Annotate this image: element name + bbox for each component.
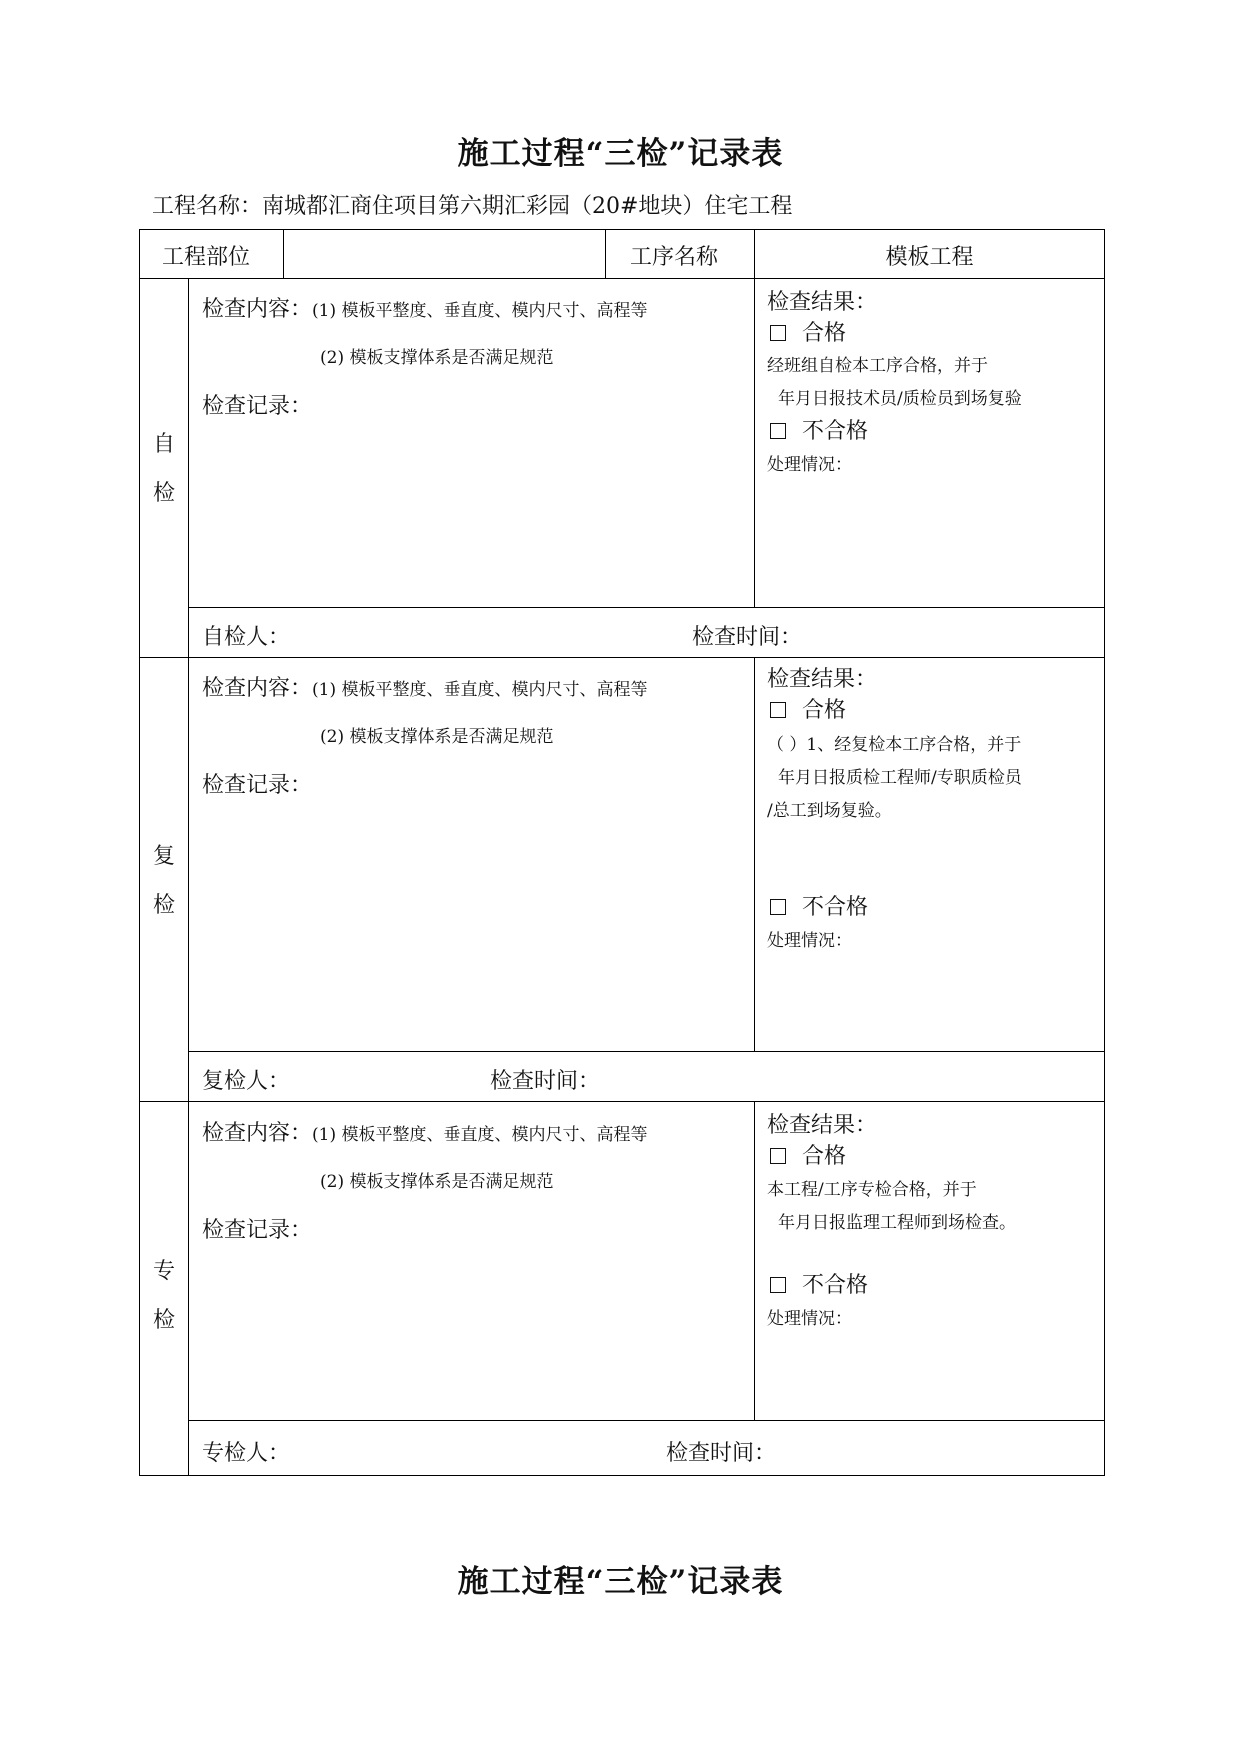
content-item-2: (2) 模板支撑体系是否满足规范 [320, 727, 554, 747]
fail-option[interactable]: 不合格 [770, 1268, 868, 1299]
content-item-1: (1) 模板平整度、垂直度、模内尺寸、高程等 [312, 1125, 648, 1145]
content-label: 检查内容： [202, 1121, 313, 1146]
special-time-label: 检查时间： [666, 1441, 777, 1466]
content-label: 检查内容： [202, 297, 313, 322]
self-check-char-2: 检 [152, 481, 175, 506]
result-label: 检查结果： [767, 667, 878, 692]
checkbox-icon [770, 1148, 786, 1164]
result-label: 检查结果： [767, 290, 878, 315]
result-note-3: /总工到场复验。 [767, 801, 892, 821]
content-item-1: (1) 模板平整度、垂直度、模内尺寸、高程等 [312, 680, 648, 700]
special-check-char-1: 专 [152, 1259, 175, 1284]
content-label: 检查内容： [202, 676, 313, 701]
recheck-char-2: 检 [152, 893, 175, 918]
record-label: 检查记录： [202, 773, 313, 798]
form-title-2: 施工过程“三检”记录表 [457, 1564, 784, 1600]
handling-label: 处理情况： [767, 1309, 852, 1329]
result-note-1: （ ）1、经复检本工序合格，并于 [767, 735, 1022, 755]
result-note-2: 年月日报技术员/质检员到场复验 [778, 389, 1022, 409]
special-inspector-label: 专检人： [202, 1441, 291, 1466]
form-title: 施工过程“三检”记录表 [457, 136, 784, 172]
self-check-char-1: 自 [152, 432, 175, 457]
result-note-1: 本工程/工序专检合格，并于 [767, 1180, 977, 1200]
result-note-2: 年月日报质检工程师/专职质检员 [778, 768, 1022, 788]
process-value: 模板工程 [885, 245, 974, 270]
recheck-char-1: 复 [152, 844, 175, 869]
pass-option[interactable]: 合格 [770, 1139, 846, 1170]
fail-option[interactable]: 不合格 [770, 414, 868, 445]
result-note-2: 年月日报监理工程师到场检查。 [778, 1213, 1016, 1233]
recheck-time-label: 检查时间： [490, 1069, 601, 1094]
checkbox-icon [770, 899, 786, 915]
content-item-2: (2) 模板支撑体系是否满足规范 [320, 348, 554, 368]
recheck-inspector-label: 复检人： [202, 1069, 291, 1094]
project-name: 工程名称：南城都汇商住项目第六期汇彩园（20#地块）住宅工程 [152, 194, 793, 219]
pass-option[interactable]: 合格 [770, 693, 846, 724]
pass-option[interactable]: 合格 [770, 316, 846, 347]
fail-option[interactable]: 不合格 [770, 890, 868, 921]
content-item-2: (2) 模板支撑体系是否满足规范 [320, 1172, 554, 1192]
checkbox-icon [770, 325, 786, 341]
self-inspector-label: 自检人： [202, 625, 291, 650]
special-check-char-2: 检 [152, 1308, 175, 1333]
handling-label: 处理情况： [767, 931, 852, 951]
result-label: 检查结果： [767, 1113, 878, 1138]
process-label: 工序名称 [630, 245, 719, 270]
checkbox-icon [770, 423, 786, 439]
result-note-1: 经班组自检本工序合格，并于 [767, 356, 988, 376]
handling-label: 处理情况： [767, 455, 852, 475]
checkbox-icon [770, 1277, 786, 1293]
record-label: 检查记录： [202, 1218, 313, 1243]
checkbox-icon [770, 702, 786, 718]
record-label: 检查记录： [202, 394, 313, 419]
part-label: 工程部位 [162, 245, 251, 270]
self-time-label: 检查时间： [692, 625, 803, 650]
content-item-1: (1) 模板平整度、垂直度、模内尺寸、高程等 [312, 301, 648, 321]
